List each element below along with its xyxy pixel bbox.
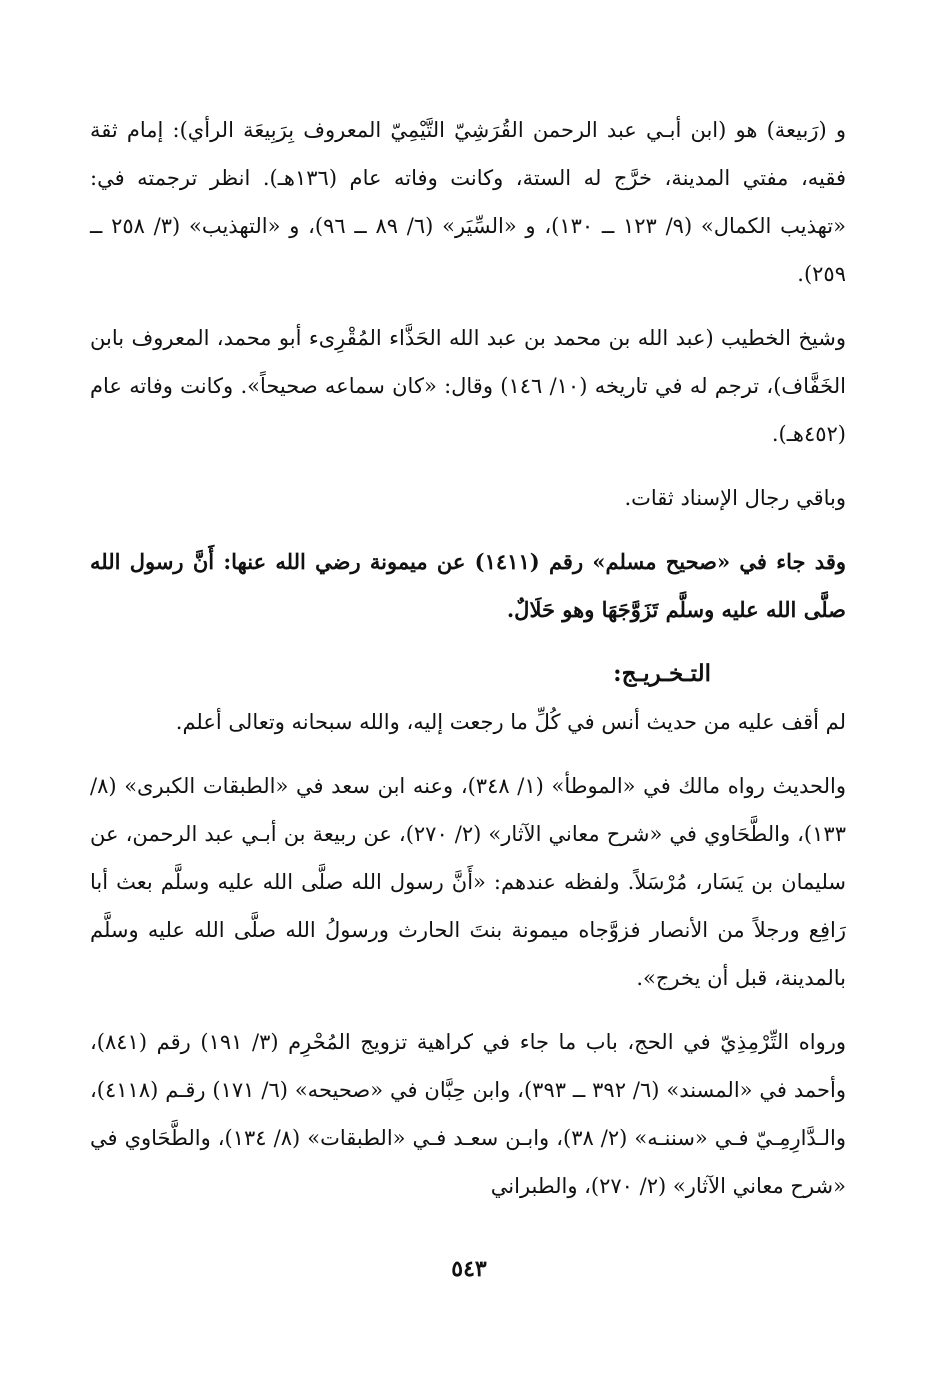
page-number: ٥٤٣ (451, 1256, 487, 1282)
paragraph-gap (90, 1002, 846, 1018)
paragraph-tirmidhi: ورواه التِّرْمِذِيّ في الحج، باب ما جاء في كراهية تزويج المُحْرِم (٣/ ١٩١) رقم (٨٤١)، وأحمد في «المسند» (٦/ ٣٩٢ ــ ٣٩٣)، وابن حِبَّان في «صحيحه» (٦/ ١٧١) رقـم (٤١١٨)، والـدَّارِمِـيّ فـي «سننـه» (٢/ ٣٨)، وابـن سعـد فـي «الطبقات» (٨/ ١٣٤)، والطَّحَاوي في «شرح معاني الآثار» (٢/ ٢٧٠)، والطبراني (90, 1030, 846, 1198)
paragraph-gap (90, 746, 846, 762)
paragraph-gap (90, 522, 846, 538)
paragraph-narrators-trustworthy: وباقي رجال الإسناد ثقات. (624, 486, 846, 510)
paragraph-malik-muwatta: والحديث رواه مالك في «الموطأ» (١/ ٣٤٨)، وعنه ابن سعد في «الطبقات الكبرى» (٨/ ١٣٣)، والطَّحَاوي في «شرح معاني الآثار» (٢/ ٢٧٠)، عن ربيعة بن أبـي عبد الرحمن، عن سليمان بن يَسَار، مُرْسَلاً. ولفظه عندهم: «أَنَّ رسول الله صلَّى الله عليه وسلَّم بعث أبا رَافِع ورجلاً من الأنصار فزوَّجاه ميمونة بنتَ الحارث ورسولُ الله صلَّى الله عليه وسلَّم بالمدينة، قبل أن يخرج». (90, 774, 846, 990)
paragraph-khatib-sheikh: وشيخ الخطيب (عبد الله بن محمد بن عبد الله الحَذَّاء المُقْرِىء أبو محمد، المعروف بابن الخَفَّاف)، ترجم له في تاريخه (١٠/ ١٤٦) وقال: «كان سماعه صحيحاً». وكانت وفاته عام (٤٥٢هـ). (90, 326, 846, 446)
section-heading-takhrij: التـخـريـج: (613, 660, 711, 687)
paragraph-gap (90, 458, 846, 474)
paragraph-rabia: و (رَبيعة) هو (ابن أبـي عبد الرحمن القُرَشِيّ التَّيْمِيّ المعروف بِرَبِيعَة الرأي): إمام ثقة فقيه، مفتي المدينة، خرَّج له الستة، وكانت وفاته عام (١٣٦هـ). انظر ترجمته في: «تهذيب الكمال» (٩/ ١٢٣ ــ ١٣٠)، و «السِّيَر» (٦/ ٨٩ ــ ٩٦)، و «التهذيب» (٣/ ٢٥٨ ــ ٢٥٩). (90, 118, 846, 286)
paragraph-gap (90, 298, 846, 314)
paragraph-not-found: لم أقف عليه من حديث أنس في كُلِّ ما رجعت إليه، والله سبحانه وتعالى أعلم. (175, 710, 846, 734)
paragraph-sahih-muslim: وقد جاء في «صحيح مسلم» رقم (١٤١١) عن ميمونة رضي الله عنها: أَنَّ رسول الله صلَّى الله عليه وسلَّم تَزَوَّجَهَا وهو حَلَالٌ. (90, 549, 846, 622)
paragraph-gap (90, 634, 846, 650)
